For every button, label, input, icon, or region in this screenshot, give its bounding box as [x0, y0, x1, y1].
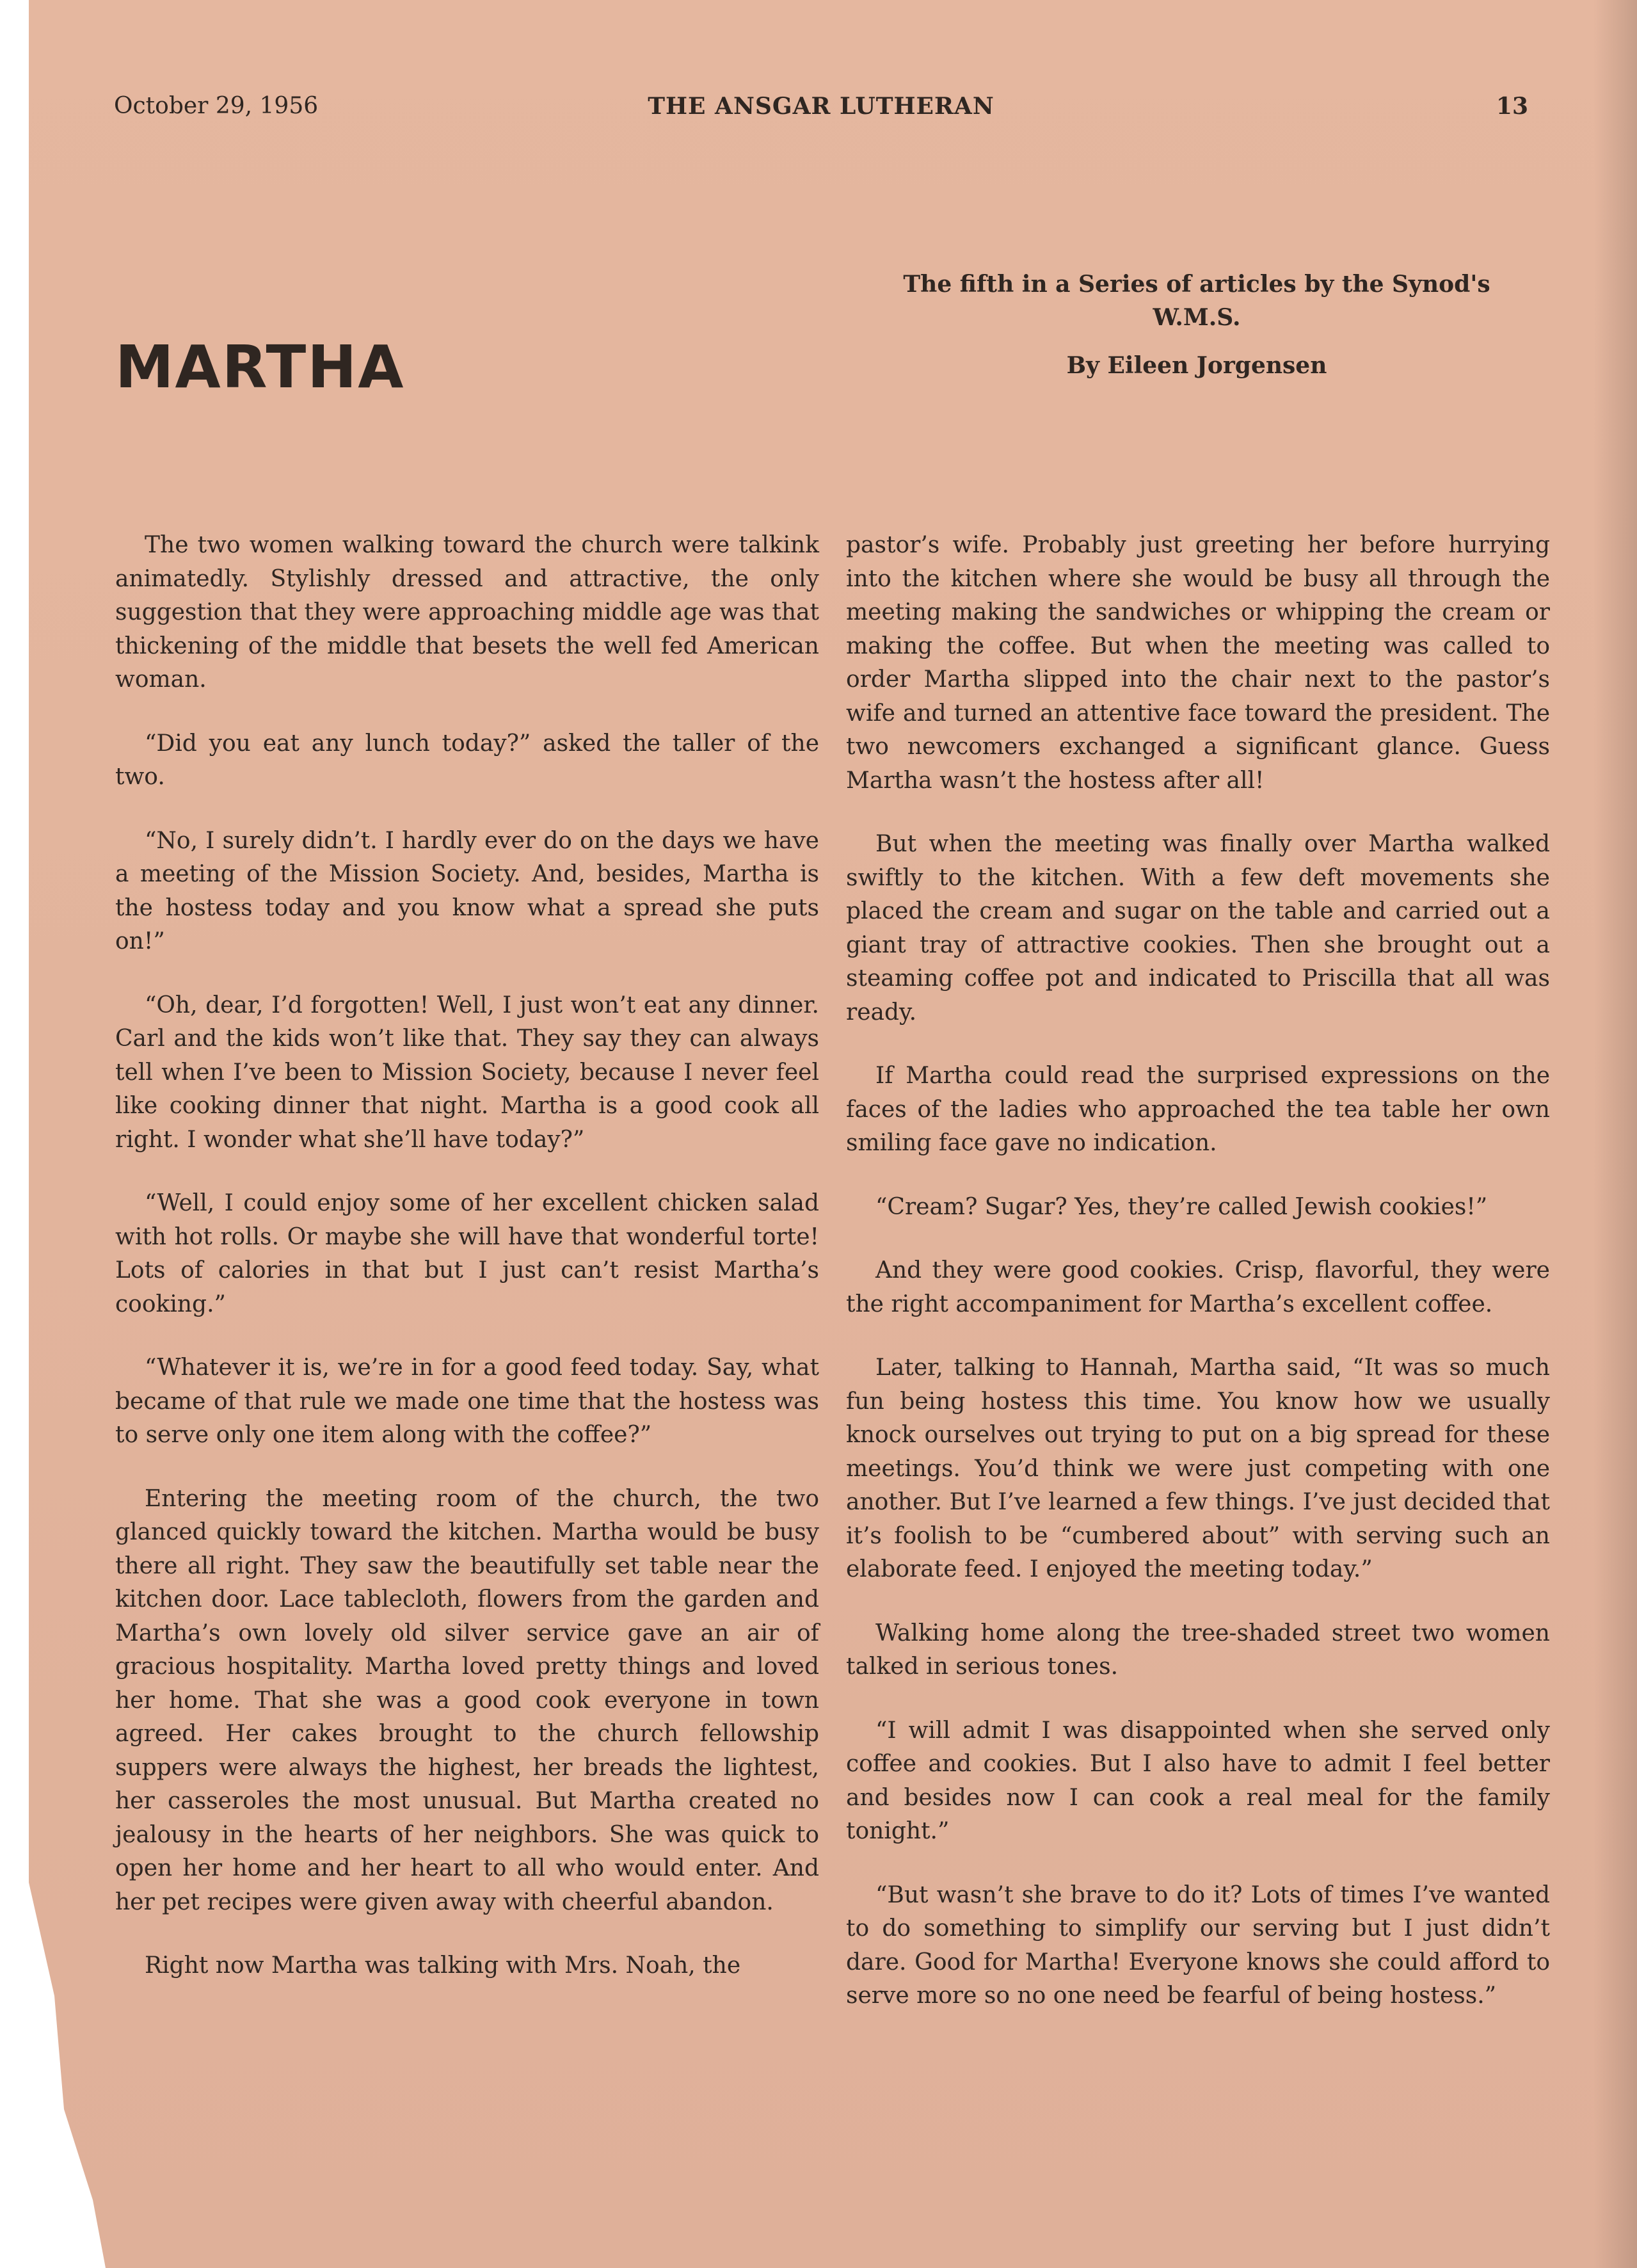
- paragraph: pastor’s wife. Probably just greeting her before hurrying into the kitchen where she would be busy all through the meeting making the sandwiches or whipping the cream or making the coffee. But when the meeting was called to order Martha slipped into the chair next to the pastor’s wife and turned an attentive face toward the president. The two newcomers exchanged a significant glance. Guess Martha wasn’t the hostess after all!: [846, 532, 1550, 794]
- paragraph: “No, I surely didn’t. I hardly ever do on the days we have a meeting of the Mission Society. And, besides, Martha is the hostess today and you know what a spread she puts on!”: [115, 827, 819, 954]
- paragraph: Right now Martha was talking with Mrs. Noah, the: [145, 1952, 741, 1979]
- paragraph: “But wasn’t she brave to do it? Lots of times I’ve wanted to do something to simplify our serving but I just didn’t dare. Good for Martha! Everyone knows she could afford to serve more so no one need be fearful of being hostess.”: [846, 1881, 1550, 2009]
- page-edge-shadow: [1593, 0, 1637, 2268]
- paragraph: “Whatever it is, we’re in for a good feed today. Say, what became of that rule we made one time that the hostess was to serve only one item along with the coffee?”: [115, 1355, 819, 1448]
- series-note: The fifth in a Series of articles by the Synod's W.M.S.: [903, 271, 1490, 331]
- byline: By Eileen Jorgensen: [1066, 352, 1327, 379]
- page-number: 13: [1496, 93, 1528, 120]
- paragraph: “Cream? Sugar? Yes, they’re called Jewish cookies!”: [875, 1193, 1488, 1220]
- right-column: [846, 529, 1550, 2043]
- paragraph: “Oh, dear, I’d forgotten! Well, I just won’t eat any dinner. Carl and the kids won’t like that. They say they can always tell when I’ve been to Mission Society, because I never feel like cooking dinner that night. Martha is a good cook all right. I wonder what she’ll have today?”: [115, 992, 819, 1153]
- paragraph: Walking home along the tree-shaded street two women talked in serious tones.: [846, 1620, 1550, 1680]
- article-title: MARTHA: [115, 333, 405, 401]
- paragraph: Entering the meeting room of the church, the two glanced quickly toward the kitchen. Martha would be busy there all right. They saw the beautifully set table near the kitchen door. Lace tablecloth, flowers from the garden and Martha’s own lovely old silver service gave an air of gracious hospitality. Martha loved pretty things and loved her home. That she was a good cook everyone in town agreed. Her cakes brought to the church fellowship suppers were always the highest, her breads the lightest, her casseroles the most unusual. But Martha created no jealousy in the hearts of her neighbors. She was quick to open her home and her heart to all who would enter. And her pet recipes were given away with cheerful abandon.: [115, 1485, 819, 1915]
- publication-name: THE ANSGAR LUTHERAN: [648, 93, 994, 120]
- paragraph: And they were good cookies. Crisp, flavorful, they were the right accompaniment for Martha’s excellent coffee.: [846, 1257, 1550, 1317]
- paragraph: “I will admit I was disappointed when she served only coffee and cookies. But I also have to admit I feel better and besides now I can cook a real meal for the family tonight.”: [846, 1717, 1550, 1844]
- paragraph: The two women walking toward the church were talkink animatedly. Stylishly dressed and attractive, the only suggestion that they were approaching middle age was that thickening of the middle that besets the well fed American woman.: [115, 532, 819, 693]
- paragraph: If Martha could read the surprised expressions on the faces of the ladies who approached the tea table her own smiling face gave no indication.: [846, 1063, 1550, 1156]
- issue-date: October 29, 1956: [114, 93, 319, 119]
- paragraph: Later, talking to Hannah, Martha said, “It was so much fun being hostess this time. You know how we usually knock ourselves out trying to put on a big spread for these meetings. You’d think we were just competing with one another. But I’ve learned a few things. I’ve just decided that it’s foolish to be “cumbered about” with serving such an elaborate feed. I enjoyed the meeting today.”: [846, 1355, 1550, 1582]
- paragraph: But when the meeting was finally over Martha walked swiftly to the kitchen. With a few deft movements she placed the cream and sugar on the table and carried out a giant tray of attractive cookies. Then she brought out a steaming coffee pot and indicated to Priscilla that all was ready.: [846, 831, 1550, 1025]
- paragraph: “Well, I could enjoy some of her excellent chicken salad with hot rolls. Or maybe she will have that wonderful torte! Lots of calories in that but I just can’t resist Martha’s cooking.”: [115, 1190, 819, 1317]
- left-column: [115, 529, 819, 2013]
- running-header: [114, 93, 1528, 125]
- paragraph: “Did you eat any lunch today?” asked the taller of the two.: [115, 730, 819, 790]
